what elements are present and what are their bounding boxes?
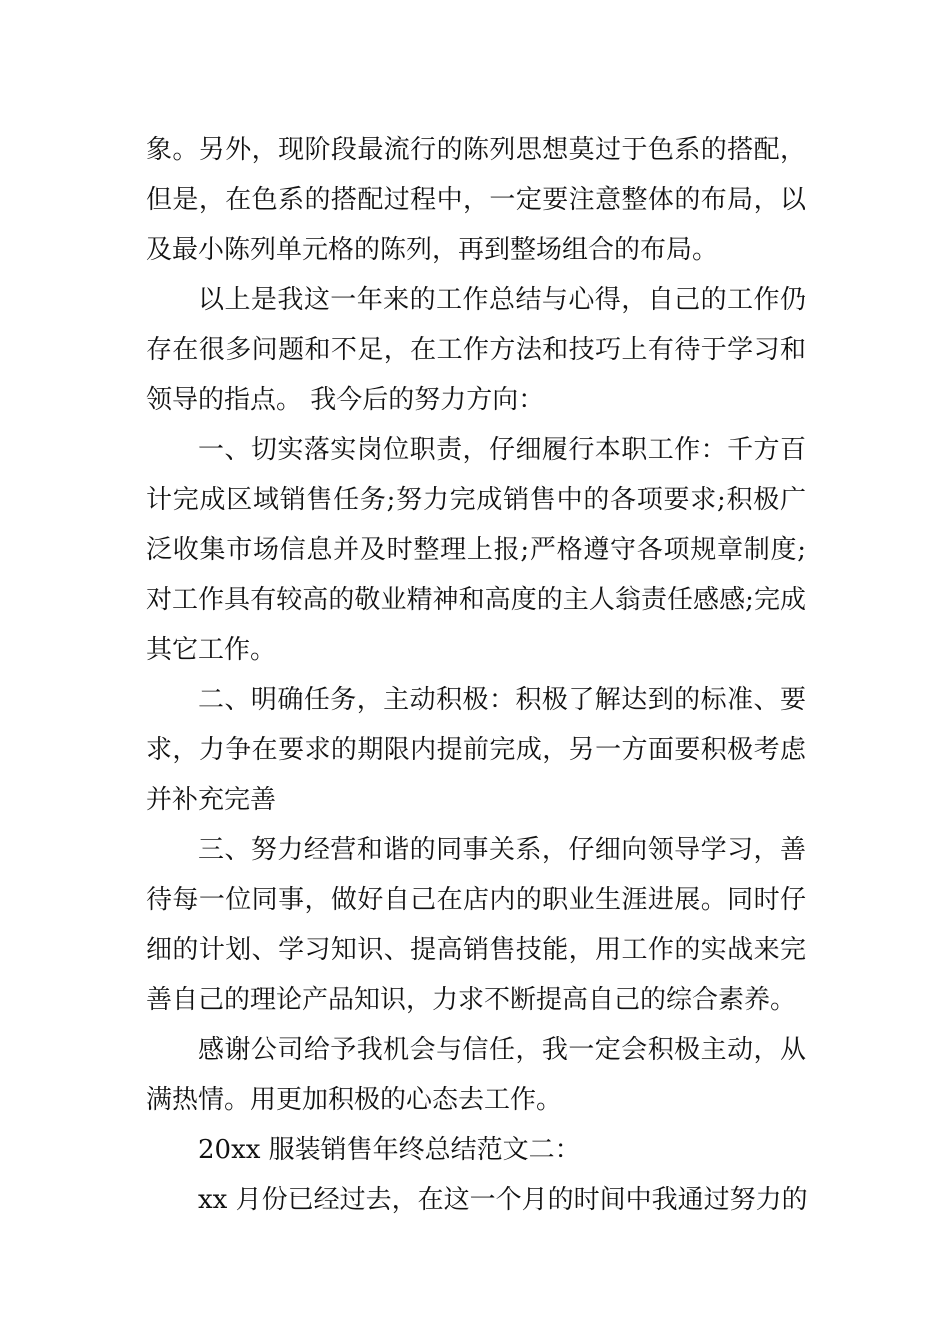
text-line: 对工作具有较高的敬业精神和高度的主人翁责任感感;完成 bbox=[146, 585, 806, 615]
text-line: 二、明确任务，主动积极：积极了解达到的标准、要 bbox=[198, 685, 806, 715]
text-line: 以上是我这一年来的工作总结与心得，自己的工作仍 bbox=[198, 285, 806, 315]
text-line: 一、切实落实岗位职责，仔细履行本职工作：千方百 bbox=[198, 435, 806, 465]
text-line: 善自己的理论产品知识，力求不断提高自己的综合素养。 bbox=[146, 985, 797, 1015]
text-line: 三、努力经营和谐的同事关系，仔细向领导学习，善 bbox=[198, 835, 806, 865]
text-line: 领导的指点。 我今后的努力方向： bbox=[146, 385, 545, 415]
text-line: 细的计划、学习知识、提高销售技能，用工作的实战来完 bbox=[146, 935, 806, 965]
text-line: 待每一位同事，做好自己在店内的职业生涯进展。同时仔 bbox=[146, 885, 806, 915]
text-line: 泛收集市场信息并及时整理上报;严格遵守各项规章制度; bbox=[146, 535, 806, 565]
text-line: 并补充完善 bbox=[146, 785, 277, 815]
text-line: 满热情。用更加积极的心态去工作。 bbox=[146, 1085, 563, 1115]
text-line: 但是，在色系的搭配过程中，一定要注意整体的布局，以 bbox=[146, 185, 806, 215]
text-line: 其它工作。 bbox=[146, 635, 277, 665]
text-line: 20xx 服装销售年终总结范文二： bbox=[198, 1135, 581, 1165]
text-line: 存在很多问题和不足，在工作方法和技巧上有待于学习和 bbox=[146, 335, 806, 365]
text-line: 感谢公司给予我机会与信任，我一定会积极主动，从 bbox=[198, 1035, 806, 1065]
text-line: xx 月份已经过去，在这一个月的时间中我通过努力的 bbox=[198, 1185, 808, 1215]
text-line: 及最小陈列单元格的陈列，再到整场组合的布局。 bbox=[146, 235, 719, 265]
text-line: 求，力争在要求的期限内提前完成，另一方面要积极考虑 bbox=[146, 735, 806, 765]
text-line: 计完成区域销售任务;努力完成销售中的各项要求;积极广 bbox=[146, 485, 806, 515]
text-line: 象。另外，现阶段最流行的陈列思想莫过于色系的搭配， bbox=[146, 135, 806, 165]
